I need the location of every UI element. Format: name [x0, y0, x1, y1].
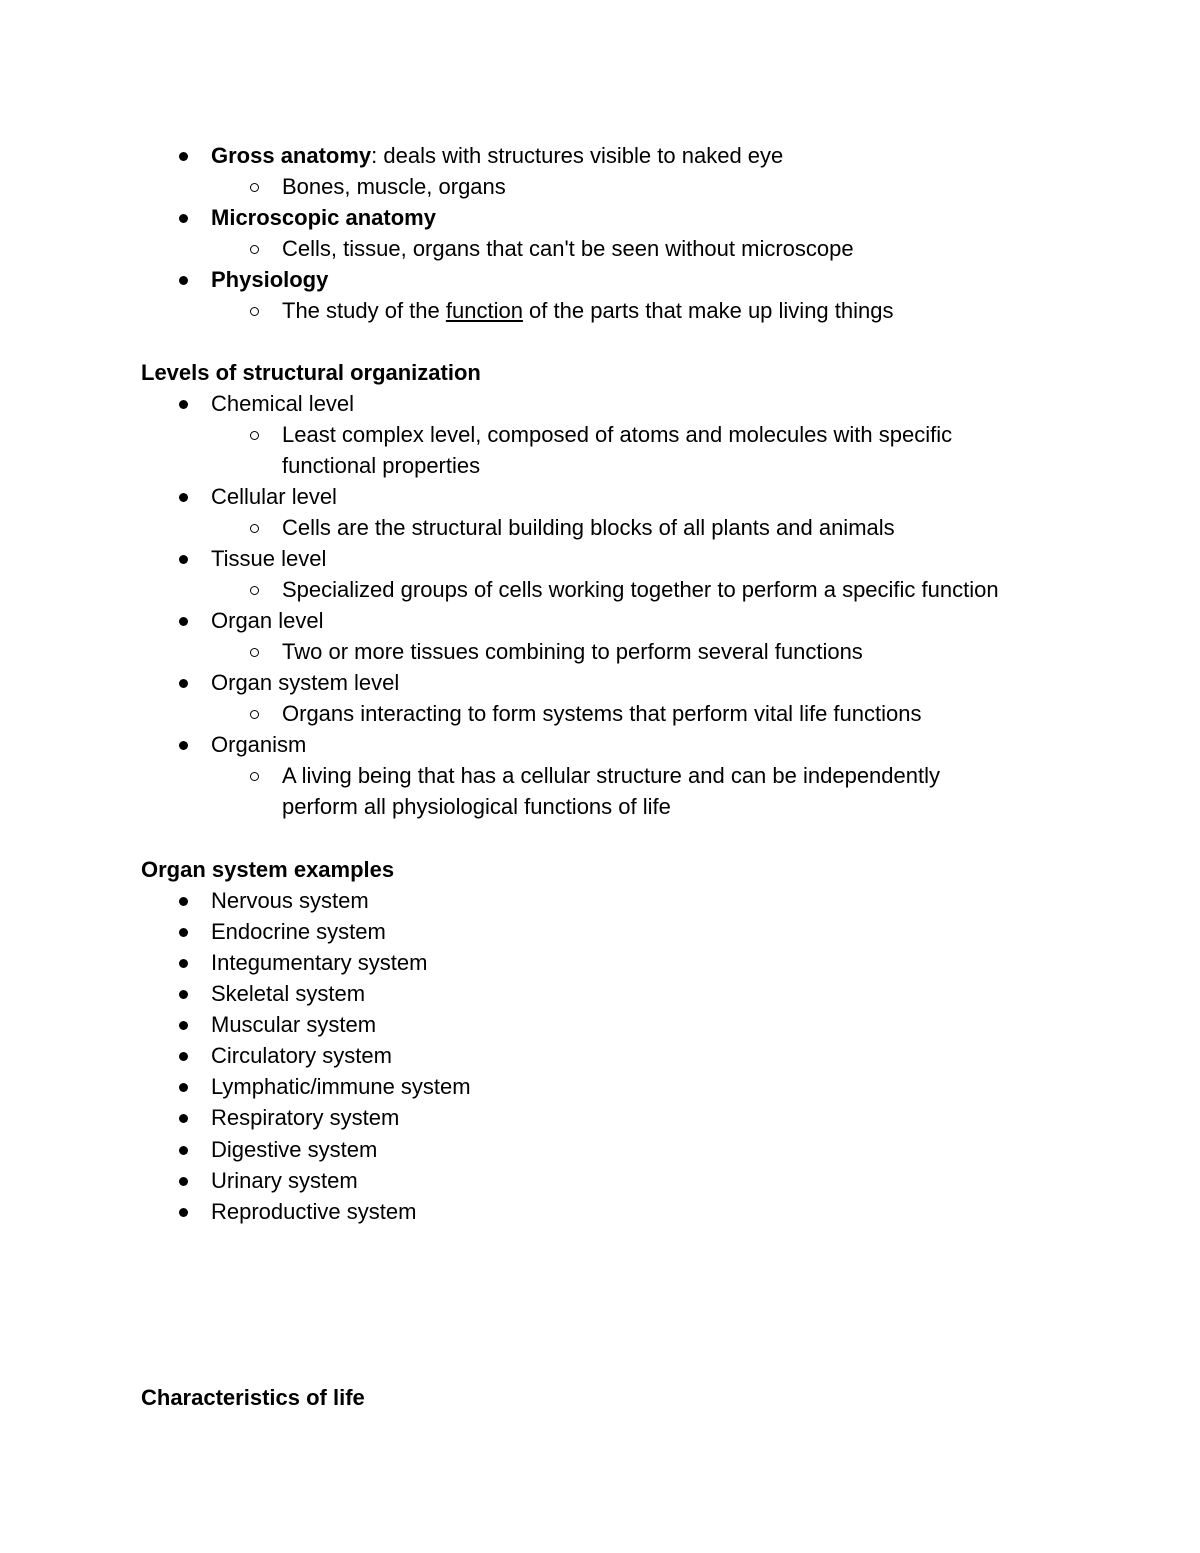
list-item-text: Tissue level: [211, 546, 327, 571]
bullet-icon: [179, 617, 188, 626]
list-item-text: Digestive system: [211, 1137, 378, 1162]
hollow-bullet-icon: [250, 524, 259, 533]
hollow-bullet-icon: [250, 586, 259, 595]
bullet-icon: [179, 1177, 188, 1186]
underlined-word: function: [445, 298, 523, 323]
term-definition: : deals with structures visible to naked eye: [371, 143, 784, 168]
list-item-text: [211, 202, 436, 233]
sub-list-item-text: Cells are the structural building blocks of all plants and animals: [282, 515, 895, 540]
list-item-text: Nervous system: [211, 888, 369, 913]
bullet-icon: [179, 152, 188, 161]
list-item-text: Organ level: [211, 608, 324, 633]
list-item-text: Chemical level: [211, 391, 355, 416]
section-heading-text: Characteristics of life: [141, 1385, 365, 1410]
bullet-icon: [179, 1146, 188, 1155]
detail-text-after: of the parts that make up living things: [522, 298, 894, 323]
hollow-bullet-icon: [250, 710, 259, 719]
sub-list-item-text: perform all physiological functions of life: [282, 794, 671, 819]
bullet-icon: [179, 1021, 188, 1030]
sub-list-item-text: A living being that has a cellular structure and can be independently: [282, 763, 940, 788]
bullet-icon: [179, 276, 188, 285]
bullet-icon: [179, 990, 188, 999]
list-item-text: Cellular level: [211, 484, 337, 509]
sub-list-item-text: Least complex level, composed of atoms and molecules with specific: [282, 422, 953, 447]
hollow-bullet-icon: [250, 648, 259, 657]
section-heading-text: Organ system examples: [141, 857, 395, 882]
list-item-text: Urinary system: [211, 1168, 358, 1193]
list-item-text: Muscular system: [211, 1012, 377, 1037]
term-label: Physiology: [211, 267, 329, 292]
bullet-icon: [179, 400, 188, 409]
list-item-text: [211, 264, 328, 295]
hollow-bullet-icon: [250, 431, 259, 440]
detail-text-before: The study of the: [282, 298, 446, 323]
term-label: Gross anatomy: [211, 143, 372, 168]
bullet-icon: [179, 1052, 188, 1061]
bullet-icon: [179, 493, 188, 502]
sub-list-item-text: Organs interacting to form systems that perform vital life functions: [282, 701, 922, 726]
hollow-bullet-icon: [250, 772, 259, 781]
list-item-text: Lymphatic/immune system: [211, 1074, 471, 1099]
term-label: Microscopic anatomy: [211, 205, 436, 230]
list-item-text: Organ system level: [211, 670, 400, 695]
sub-list-item-text: Two or more tissues combining to perform several functions: [282, 639, 863, 664]
hollow-bullet-icon: [250, 245, 259, 254]
list-item-text: Respiratory system: [211, 1105, 400, 1130]
hollow-bullet-icon: [250, 307, 259, 316]
sub-list-item-text: Bones, muscle, organs: [282, 174, 506, 199]
sub-list-item-text: functional properties: [282, 453, 481, 478]
bullet-icon: [179, 928, 188, 937]
list-item-text: Organism: [211, 732, 307, 757]
list-item-text: Reproductive system: [211, 1199, 417, 1224]
bullet-icon: [179, 555, 188, 564]
sub-list-item-text: Specialized groups of cells working together to perform a specific function: [282, 577, 999, 602]
bullet-icon: [179, 897, 188, 906]
bullet-icon: [179, 679, 188, 688]
list-item-text: Circulatory system: [211, 1043, 392, 1068]
list-item-text: Skeletal system: [211, 981, 366, 1006]
list-item-text: Integumentary system: [211, 950, 428, 975]
sub-list-item-text: [282, 295, 893, 326]
bullet-icon: [179, 1083, 188, 1092]
bullet-icon: [179, 214, 188, 223]
section-heading-text: Levels of structural organization: [141, 360, 481, 385]
list-item-text: Endocrine system: [211, 919, 386, 944]
hollow-bullet-icon: [250, 183, 259, 192]
list-item-text: [211, 140, 783, 171]
bullet-icon: [179, 1208, 188, 1217]
bullet-icon: [179, 741, 188, 750]
bullet-icon: [179, 1114, 188, 1123]
bullet-icon: [179, 959, 188, 968]
sub-list-item-text: Cells, tissue, organs that can't be seen without microscope: [282, 236, 854, 261]
